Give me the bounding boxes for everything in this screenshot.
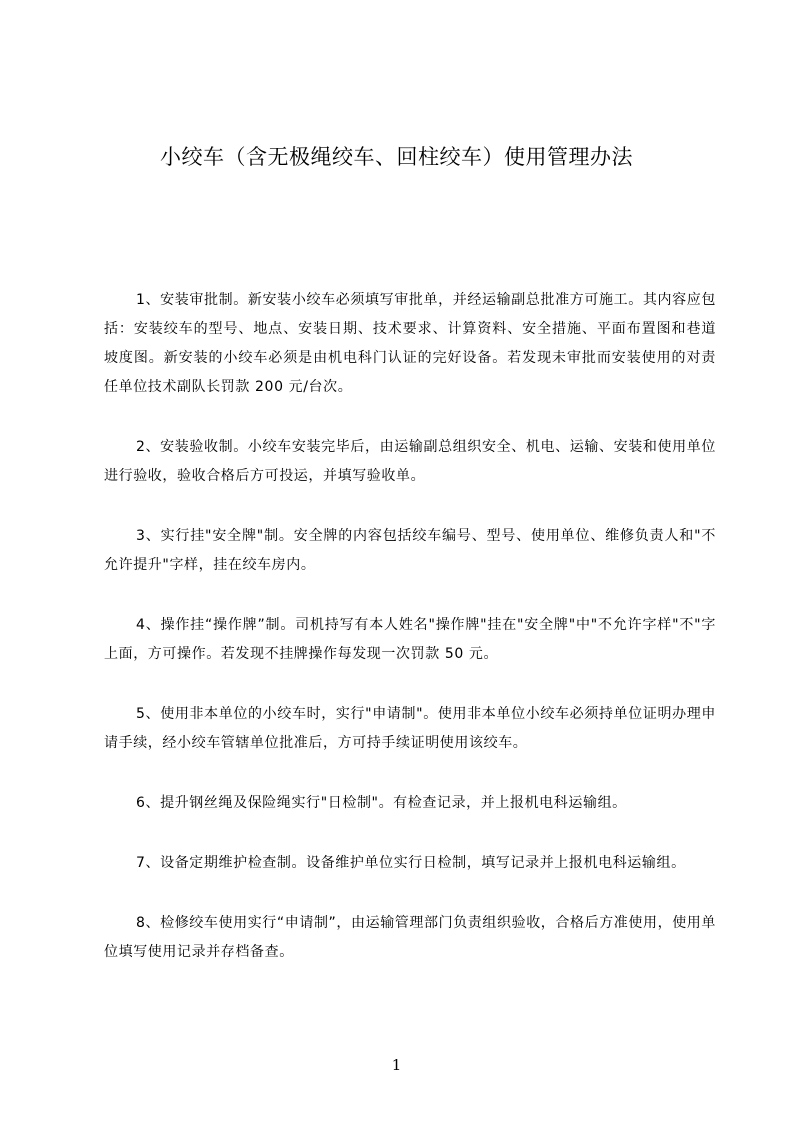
paragraph-7: 7、设备定期维护检查制。设备维护单位实行日检制，填写记录并上报机电科运输组。 bbox=[136, 855, 686, 871]
document-body bbox=[104, 286, 716, 998]
paragraph-4: 4、操作挂“操作牌”制。司机持写有本人姓名"操作牌"挂在"安全牌"中"不允许字样"不"字上面，方可操作。若发现不挂牌操作每发现一次罚款 50 元。 bbox=[104, 617, 716, 662]
document-title: 小绞车（含无极绳绞车、回柱绞车）使用管理办法 bbox=[160, 145, 633, 169]
paragraph-8: 8、检修绞车使用实行“申请制”，由运输管理部门负责组织验收，合格后方准使用，使用单位填写使用记录并存档备查。 bbox=[104, 915, 717, 960]
page-number: 1 bbox=[391, 1056, 402, 1074]
paragraph-3: 3、实行挂"安全牌"制。安全牌的内容包括绞车编号、型号、使用单位、维修负责人和"不允许提升"字样，挂在绞车房内。 bbox=[104, 528, 716, 573]
paragraph-6: 6、提升钢丝绳及保险绳实行"日检制"。有检查记录，并上报机电科运输组。 bbox=[136, 795, 627, 811]
paragraph-5: 5、使用非本单位的小绞车时，实行"申请制"。使用非本单位小绞车必须持单位证明办理申请手续，经小绞车管辖单位批准后，方可持手续证明使用该绞车。 bbox=[104, 706, 716, 751]
paragraph-2: 2、安装验收制。小绞车安装完毕后，由运输副总组织安全、机电、运输、安装和使用单位进行验收，验收合格后方可投运，并填写验收单。 bbox=[104, 439, 716, 484]
paragraph-1: 1、安装审批制。新安装小绞车必须填写审批单，并经运输副总批准方可施工。其内容应包括：安装绞车的型号、地点、安装日期、技术要求、计算资料、安全措施、平面布置图和巷道坡度图。新安装的小绞车必须是由机电科门认证的完好设备。若发现未审批而安装使用的对责任单位技术副队长罚款 200 元/台次。 bbox=[104, 292, 716, 395]
